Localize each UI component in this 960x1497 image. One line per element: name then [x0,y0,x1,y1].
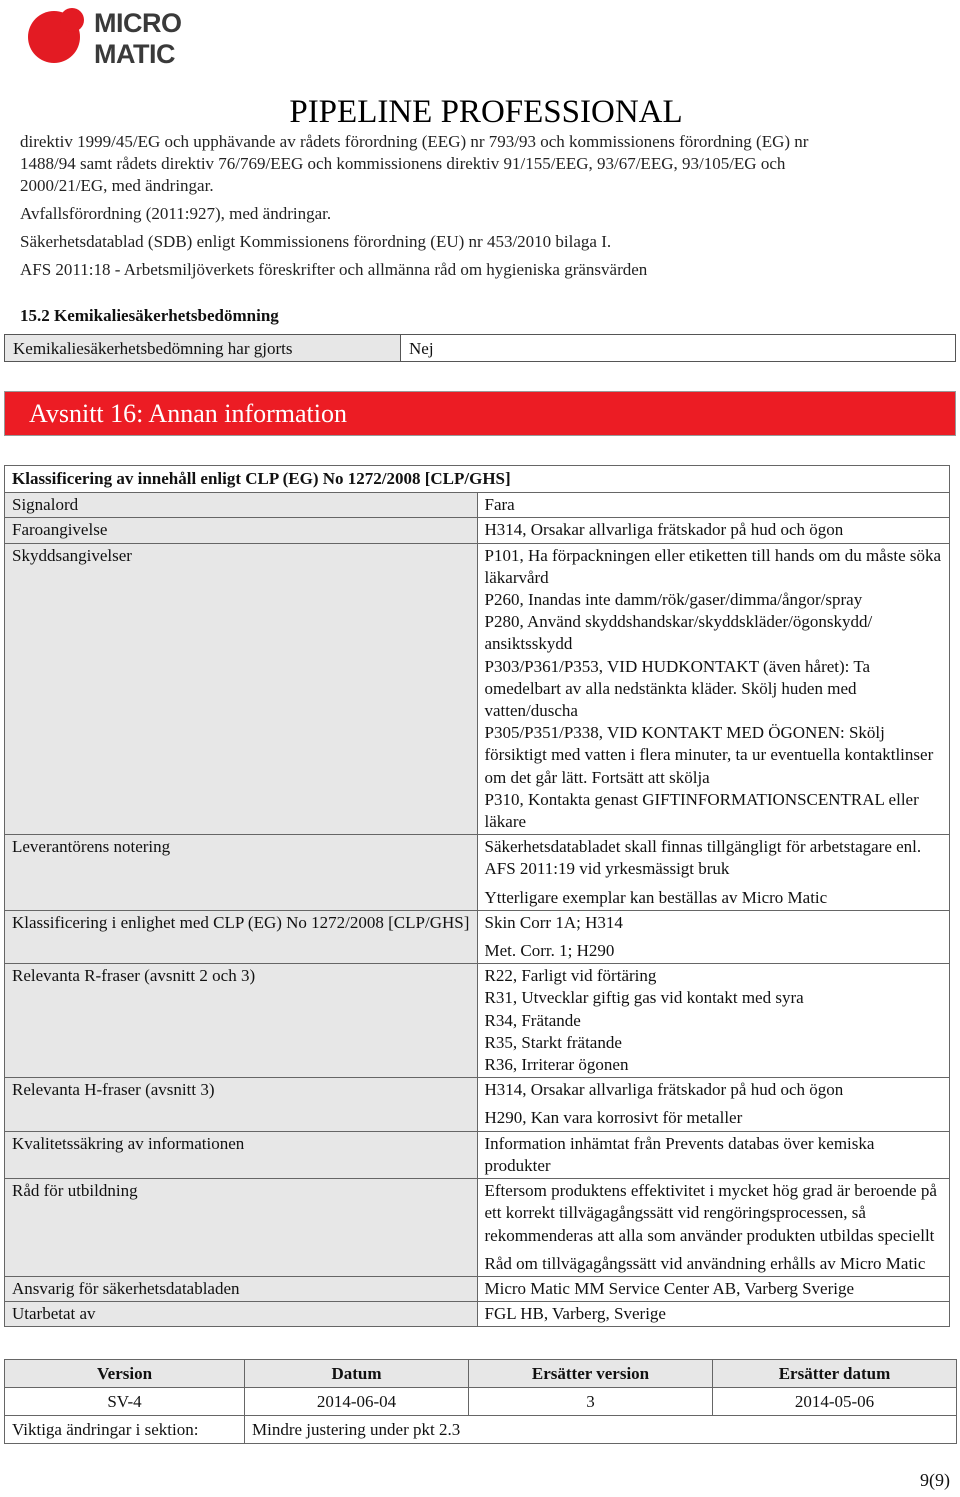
table-row [5,910,950,963]
table-header-row [5,466,950,493]
value-line: H314, Orsakar allvarliga frätskador på hud och ögon [484,1080,844,1100]
value-line: FGL HB, Varberg, Sverige [484,1304,666,1324]
table-row [5,1078,950,1131]
value-line: R36, Irriterar ögonen [484,1055,629,1075]
logo-mark-icon [28,4,98,66]
value-line: Råd om tillvägagångssätt vid användning erhålls av Micro Matic [484,1253,926,1273]
replaces-version-header: Ersätter version [469,1360,713,1388]
value-line: H290, Kan vara korrosivt för metaller [484,1108,743,1128]
replaces-date-header: Ersätter datum [713,1360,957,1388]
row-value [477,1179,950,1277]
row-label: Kvalitetssäkring av informationen [5,1131,478,1178]
row-label: Klassificering i enlighet med CLP (EG) No 1272/2008 [CLP/GHS] [5,910,478,963]
value-line: R34, Frätande [484,1010,581,1030]
row-value [477,543,950,835]
row-label: Leverantörens notering [5,835,478,911]
intro-line: 1488/94 samt rådets direktiv 76/769/EEG och kommissionens direktiv 91/155/EEG, 93/67/EEG, 93/105/EG och [20,154,786,173]
value-line: R22, Farligt vid förtäring [484,966,657,986]
row-value [477,1078,950,1131]
value-line: Met. Corr. 1; H290 [484,941,615,961]
value-line: P260, Inandas inte damm/rök/gaser/dimma/ångor/spray [484,590,863,610]
regulation-text [20,131,940,281]
value-line: P310, Kontakta genast GIFTINFORMATIONSCENTRAL eller läkare [484,789,919,832]
logo-text: MICRO MATIC [94,8,182,69]
value-line: Micro Matic MM Service Center AB, Varberg Sverige [484,1278,855,1298]
company-logo [28,4,268,69]
table-row [5,1302,950,1327]
version-values-row [5,1388,957,1416]
value-line: Säkerhetsdatabladet skall finnas tillgängligt för arbetstagare enl. AFS 2011:19 vid yrkesmässigt bruk [484,837,922,879]
value-line: R35, Starkt frätande [484,1032,622,1052]
intro-line: 2000/21/EG, med ändringar. [20,176,214,195]
version-table [4,1359,957,1444]
row-value [477,1302,950,1327]
value-line: P101, Ha förpackningen eller etiketten till hands om du måste söka läkarvård [484,545,942,587]
row-value [477,518,950,543]
row-label: Relevanta H-fraser (avsnitt 3) [5,1078,478,1131]
row-label: Råd för utbildning [5,1179,478,1277]
row-label: Signalord [5,493,478,518]
value-line: Ytterligare exemplar kan beställas av Micro Matic [484,887,828,907]
table-row [5,964,950,1078]
changes-label: Viktiga ändringar i sektion: [5,1416,245,1444]
version-header: Version [5,1360,245,1388]
row-label: Ansvarig för säkerhetsdatabladen [5,1276,478,1301]
waste-regulation: Avfallsförordning (2011:927), med ändringar. [20,204,332,223]
version-value: SV-4 [5,1388,245,1416]
chemical-safety-label: Kemikaliesäkerhetsbedömning har gjorts [5,335,401,361]
table-row [5,543,950,835]
value-line: P305/P351/P338, VID KONTAKT MED ÖGONEN: Skölj försiktigt med vatten i flera minuter, ta ur eventuella kontaktlinser om det går lätt. Fortsätt att skölja [484,723,934,787]
row-value [477,835,950,911]
chemical-safety-value: Nej [409,339,434,358]
table-row [5,1131,950,1178]
table-row [5,1179,950,1277]
classification-table-header: Klassificering av innehåll enligt CLP (EG) No 1272/2008 [CLP/GHS] [5,466,950,493]
afs-regulation: AFS 2011:18 - Arbetsmiljöverkets föreskrifter och allmänna råd om hygieniska gränsvärden [20,260,648,279]
section-16-banner: Avsnitt 16: Annan information [4,391,956,436]
replaces-version-value: 3 [469,1388,713,1416]
date-header: Datum [245,1360,469,1388]
row-label: Faroangivelse [5,518,478,543]
table-row [5,835,950,911]
changes-value: Mindre justering under pkt 2.3 [245,1416,957,1444]
row-value [477,964,950,1078]
value-line: H314, Orsakar allvarliga frätskador på hud och ögon [484,520,844,540]
value-line: P280, Använd skyddshandskar/skyddskläder/ögonskydd/ ansiktsskydd [484,612,873,654]
document-title: PIPELINE PROFESSIONAL [289,94,683,131]
table-row [5,493,950,518]
row-value [477,1131,950,1178]
page-number: 9(9) [920,1470,950,1490]
value-line: Fara [484,495,515,515]
row-label: Utarbetat av [5,1302,478,1327]
chemical-safety-row [4,334,956,362]
changes-row [5,1416,957,1444]
row-value [477,493,950,518]
row-value [477,1276,950,1301]
table-row [5,1276,950,1301]
sdb-regulation: Säkerhetsdatablad (SDB) enligt Kommissionens förordning (EU) nr 453/2010 bilaga I. [20,232,612,251]
classification-table [4,465,950,1327]
value-line: Information inhämtat från Prevents databas över kemiska produkter [484,1133,875,1175]
row-label: Skyddsangivelser [5,543,478,835]
date-value: 2014-06-04 [245,1388,469,1416]
row-label: Relevanta R-fraser (avsnitt 2 och 3) [5,964,478,1078]
section-15-2-title: 15.2 Kemikaliesäkerhetsbedömning [20,306,279,325]
table-row [5,518,950,543]
value-line: R31, Utvecklar giftig gas vid kontakt med syra [484,988,804,1008]
value-line: Eftersom produktens effektivitet i mycket hög grad är beroende på ett korrekt tillvägagångssätt vid rengöringsprocessen, så rekommenderas att alla som använder produkten utbildas speciellt [484,1181,937,1245]
value-line: P303/P361/P353, VID HUDKONTAKT (även håret): Ta omedelbart av alla nedstänkta kläder. Skölj huden med vatten/duscha [484,656,871,721]
replaces-date-value: 2014-05-06 [713,1388,957,1416]
intro-line: direktiv 1999/45/EG och upphävande av rådets förordning (EEG) nr 793/93 och kommissionens förordning (EG) nr [20,132,809,151]
value-line: Skin Corr 1A; H314 [484,912,623,932]
version-header-row [5,1360,957,1388]
row-value [477,910,950,963]
